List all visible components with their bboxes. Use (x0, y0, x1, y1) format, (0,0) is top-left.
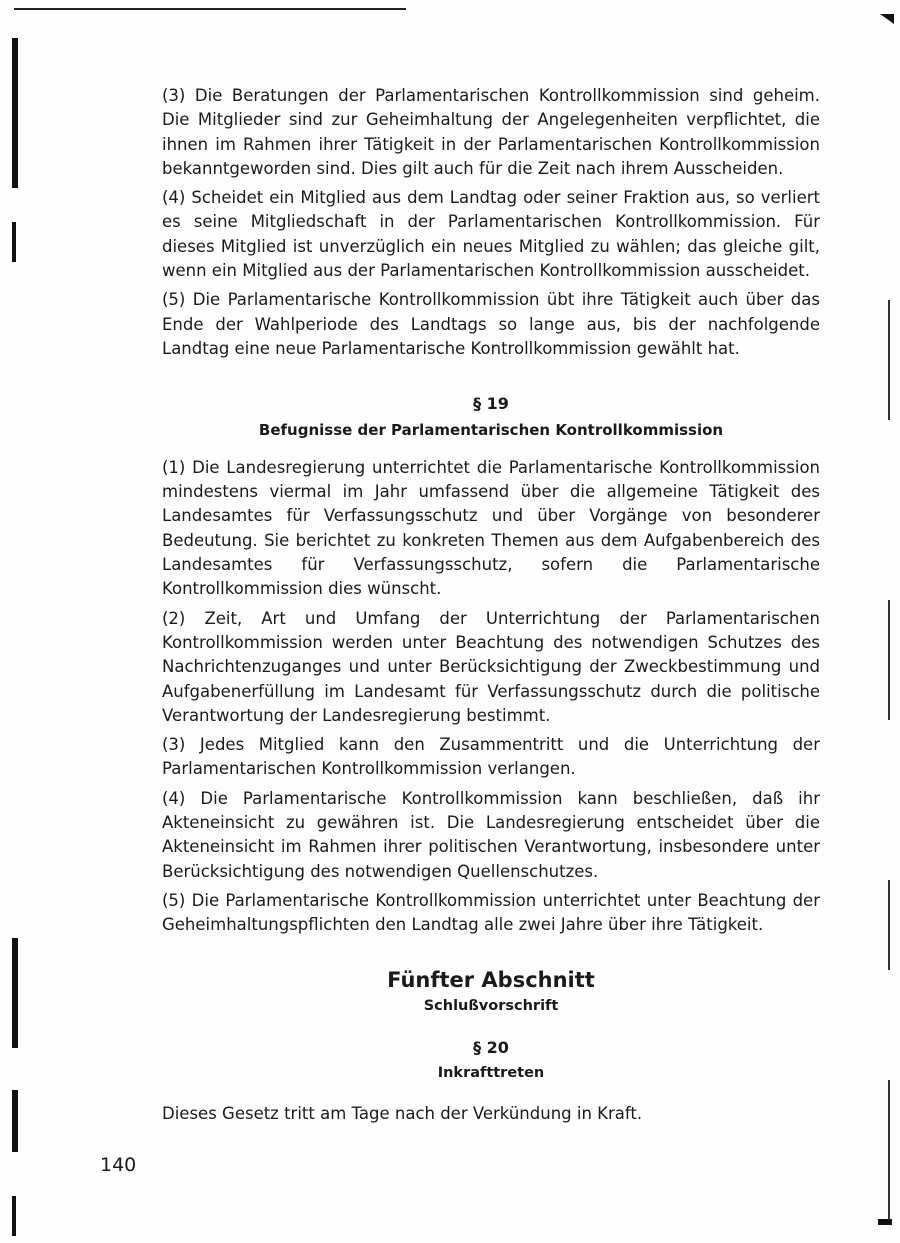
scan-edge-mark (888, 600, 890, 720)
scan-edge-mark (888, 1080, 890, 1220)
scan-edge-mark (12, 222, 16, 262)
chapter-subheading: Schlußvorschrift (423, 997, 559, 1014)
section-title: Befugnisse der Parlamentarischen Kontrollkommission (258, 420, 724, 439)
section-number: § 19 (473, 394, 509, 414)
paragraph: (5) Die Parlamentarische Kontrollkommission übt ihre Tätigkeit auch über das Ende der Wahlperiode des Landtags so lange aus, bis der nachfolgende Landtag eine neue Parlamentarische Kontrollkommission gewählt hat. (162, 290, 820, 358)
paragraph: (3) Die Beratungen der Parlamentarischen Kontrollkommission sind geheim. Die Mitglieder sind zur Geheimhaltung der Angelegenheiten verpflichtet, die ihnen im Rahmen ihrer Tätigkeit in der Parlamentarischen Kontrollkommission bekanntgeworden sind. Dies gilt auch für die Zeit nach ihrem Ausscheiden. (162, 86, 820, 178)
paragraph: (5) Die Parlamentarische Kontrollkommission unterrichtet unter Beachtung der Geheimhaltungspflichten den Landtag alle zwei Jahre über ihre Tätigkeit. (162, 890, 820, 935)
paragraph: (1) Die Landesregierung unterrichtet die Parlamentarische Kontrollkommission mindestens viermal im Jahr umfassend über die allgemeine Tätigkeit des Landesamtes für Verfassungsschutz und über Vorgänge von besonderer Bedeutung. Sie berichtet zu konkreten Themen aus dem Aufgabenbereich des Landesamtes für Verfassungsschutz, sofern die Parlamentarische Kontrollkommission dies wünscht. (162, 457, 820, 599)
page-number: 140 (100, 1154, 137, 1176)
scan-edge-mark (12, 38, 18, 188)
document-body (162, 84, 820, 1131)
section-title: Inkrafttreten (437, 1065, 545, 1082)
scan-edge-mark (12, 938, 18, 1048)
paragraph: (2) Zeit, Art und Umfang der Unterrichtung der Parlamentarischen Kontrollkommission werden unter Beachtung des notwendigen Schutzes des Nachrichtenzuganges und unter Berücksichtigung der Zweckbestimmung und Aufgabenerfüllung im Landesamt für Verfassungsschutz durch die politische Verantwortung der Landesregierung bestimmt. (162, 608, 820, 725)
paragraph: (4) Die Parlamentarische Kontrollkommission kann beschließen, daß ihr Akteneinsicht zu gewähren ist. Die Landesregierung entscheidet über die Akteneinsicht im Rahmen ihrer politischen Verantwortung, insbesondere unter Berücksichtigung des notwendigen Quellenschutzes. (162, 788, 820, 881)
chapter-heading: Fünfter Abschnitt (387, 967, 595, 992)
section-number: § 20 (473, 1038, 509, 1058)
paragraph: Dieses Gesetz tritt am Tage nach der Verkündung in Kraft. (162, 1103, 643, 1123)
scan-corner-mark (880, 14, 894, 24)
scan-edge-mark (12, 1196, 16, 1236)
paragraph: (4) Scheidet ein Mitglied aus dem Landtag oder seiner Fraktion aus, so verliert es seine Mitgliedschaft in der Parlamentarischen Kontrollkommission. Für dieses Mitglied ist unverzüglich ein neues Mitglied zu wählen; das gleiche gilt, wenn ein Mitglied aus der Parlamentarischen Kontrollkommission ausscheidet. (162, 188, 820, 281)
scan-edge-mark (888, 880, 890, 970)
paragraph: (3) Jedes Mitglied kann den Zusammentritt und die Unterrichtung der Parlamentarischen Kontrollkommission verlangen. (162, 735, 820, 779)
top-rule (14, 8, 406, 10)
scan-edge-mark (888, 300, 890, 420)
scan-edge-mark (12, 1090, 18, 1152)
